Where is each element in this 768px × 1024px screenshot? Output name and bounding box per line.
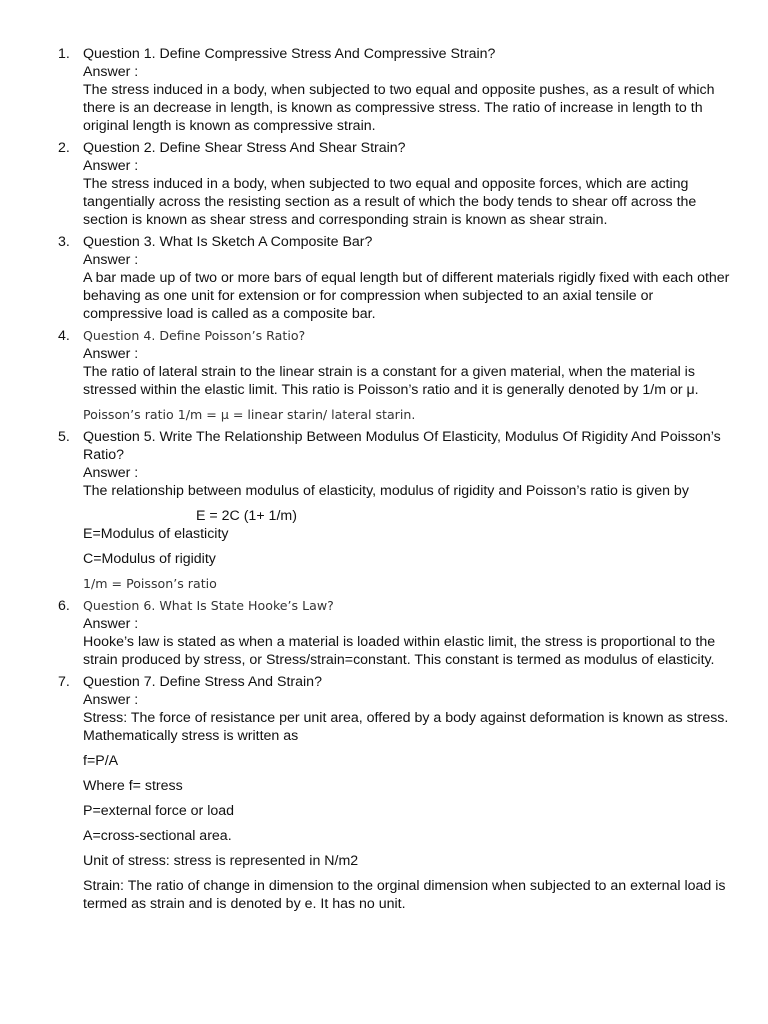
answer-text: Strain: The ratio of change in dimension to the orginal dimension when subjected to an external load is termed as strain and is denoted by e. It has no unit. [83, 878, 726, 912]
question-heading: Question 6. What Is State Hooke’s Law? [83, 598, 334, 613]
list-item [58, 139, 733, 229]
list-item [58, 327, 733, 424]
answer-text: The relationship between modulus of elasticity, modulus of rigidity and Poisson’s ratio is given by [83, 483, 689, 499]
answer-text: The stress induced in a body, when subjected to two equal and opposite forces, which are acting tangentially across the resisting section as a result of which the body tends to shear off across the section is known as shear stress and corresponding strain is known as shear strain. [83, 176, 697, 228]
answer-label: Answer : [83, 64, 139, 80]
question-heading: Question 2. Define Shear Stress And Shear Strain? [83, 140, 406, 156]
item-number: 1. [58, 46, 70, 62]
body-line: Unit of stress: stress is represented in N/m2 [83, 853, 359, 869]
question-heading: Question 4. Define Poisson’s Ratio? [83, 328, 306, 343]
answer-label: Answer : [83, 616, 139, 632]
item-number: 7. [58, 674, 70, 690]
question-heading: Question 7. Define Stress And Strain? [83, 674, 322, 690]
body-line: A=cross-sectional area. [83, 828, 232, 844]
body-line: f=P/A [83, 753, 119, 769]
answer-label: Answer : [83, 692, 139, 708]
answer-text: A bar made up of two or more bars of equal length but of different materials rigidly fixed with each other behaving as one unit for extension or for compression when subjected to an axial tensile or compressive load is called as a composite bar. [83, 270, 730, 322]
item-number: 4. [58, 328, 70, 344]
list-item [58, 428, 733, 593]
answer-label: Answer : [83, 252, 139, 268]
item-number: 2. [58, 140, 70, 156]
question-heading: Question 3. What Is Sketch A Composite Bar? [83, 234, 373, 250]
question-heading: Question 1. Define Compressive Stress And Compressive Strain? [83, 46, 496, 62]
definition-line: C=Modulus of rigidity [83, 551, 216, 567]
list-item [58, 233, 733, 323]
item-number: 3. [58, 234, 70, 250]
answer-label: Answer : [83, 158, 139, 174]
answer-text: Stress: The force of resistance per unit area, offered by a body against deformation is known as stress. [83, 710, 729, 726]
body-line: Where f= stress [83, 778, 183, 794]
item-number: 5. [58, 429, 70, 445]
answer-text: The ratio of lateral strain to the linear strain is a constant for a given material, when the material is stressed within the elastic limit. This ratio is Poisson’s ratio and it is generally denoted by 1/m or μ. [83, 364, 699, 398]
list-item [58, 673, 733, 913]
formula: Poisson’s ratio 1/m = μ = linear starin/ lateral starin. [83, 407, 416, 422]
definition-line: 1/m = Poisson’s ratio [83, 576, 217, 591]
list-item [58, 597, 733, 669]
answer-label: Answer : [83, 346, 139, 362]
answer-label: Answer : [83, 465, 139, 481]
definition-line: E=Modulus of elasticity [83, 526, 229, 542]
answer-text: Hooke’s law is stated as when a material is loaded within elastic limit, the stress is proportional to the strain produced by stress, or Stress/strain=constant. This constant is termed as modulus of elasticity. [83, 634, 716, 668]
question-list [58, 45, 733, 917]
formula: E = 2C (1+ 1/m) [196, 508, 297, 524]
body-line: Mathematically stress is written as [83, 728, 299, 744]
item-number: 6. [58, 598, 70, 614]
body-line: P=external force or load [83, 803, 235, 819]
list-item [58, 45, 733, 135]
answer-text: The stress induced in a body, when subjected to two equal and opposite pushes, as a result of which there is an decrease in length, is known as compressive stress. The ratio of increase in length to th original length is known as compressive strain. [83, 82, 715, 134]
question-heading: Question 5. Write The Relationship Between Modulus Of Elasticity, Modulus Of Rigidity And Poisson’s Ratio? [83, 429, 721, 463]
